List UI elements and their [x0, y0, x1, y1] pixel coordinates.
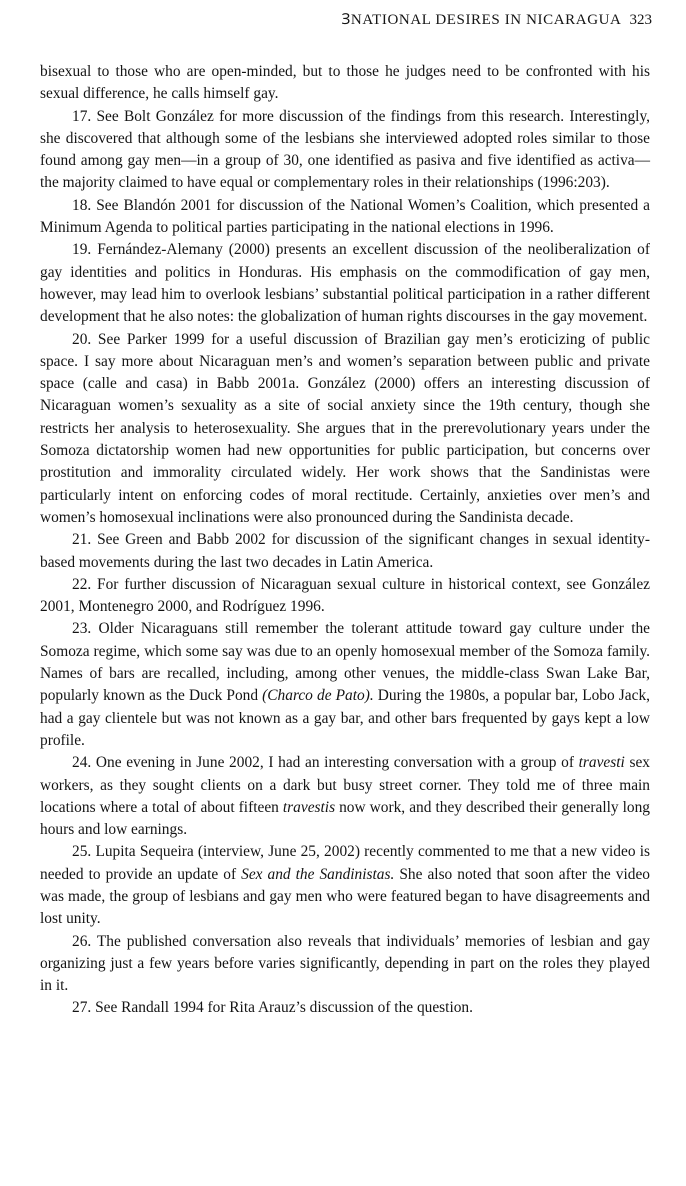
note-23-text: 23. Older Nicaraguans still remember the tolerant attitude toward gay culture under the Somoza regime, which some say was due to an openly homosexual member of the Somoza family. Names of bars are recalled, including, among other venues, the middle-class Swan Lake Bar, popularly known as the Duck Pond — [40, 620, 650, 705]
note-24-italic: travesti — [578, 754, 625, 772]
note-21: 21. See Green and Babb 2002 for discussion of the significant changes in sexual identity-based movements during the last two decades in Latin America. — [40, 531, 650, 571]
note-24-text: 24. One evening in June 2002, I had an interesting conversation with a group of — [72, 754, 579, 772]
endnotes-body — [40, 61, 650, 1020]
note-25 — [40, 841, 650, 930]
note-20: 20. See Parker 1999 for a useful discussion of Brazilian gay men’s eroticizing of public space. I say more about Nicaraguan men’s and women’s separation between public and private space (calle and casa) in Babb 2001a. González (2000) offers an interesting discussion of Nicaraguan women’s sexuality as a site of social anxiety since the 19th century, though she restricts her analysis to heterosexuality. She argues that in the prerevolutionary years under the Somoza dictatorship women had new opportunities for public participation, but concerns over prostitution and immorality circulated widely. Her work shows that the Sandinistas were particularly intent on enforcing codes of moral rectitude. Certainly, anxieties over men’s and women’s homosexual inclinations were also pronounced during the Sandinista decade. — [40, 330, 650, 526]
note-25-italic: Sex and the Sandinistas. — [241, 865, 395, 883]
note-23 — [40, 618, 650, 752]
note-24 — [40, 752, 650, 841]
note-19: 19. Fernández-Alemany (2000) presents an excellent discussion of the neoliberalization of gay identities and politics in Honduras. His emphasis on the commodification of gay men, however, may lead him to overlook lesbians’ substantial political participation in a rather different development that he also notes: the globalization of human rights discourses in the gay movement. — [40, 241, 650, 326]
note-26: 26. The published conversation also reveals that individuals’ memories of lesbian and gay organizing just a few years before varies significantly, depending in part on the roles they played in it. — [40, 932, 650, 995]
page-number: 323 — [629, 12, 652, 28]
note-23-italic: (Charco de Pato). — [262, 687, 374, 705]
note-24-text-end: now work, and they described their generally long hours and low earnings. — [40, 798, 650, 839]
note-25-text-end: She also noted that soon after the video was made, the group of lesbians and gay men who were featured began to have disagreements and lost unity. — [40, 865, 650, 928]
note-27: 27. See Randall 1994 for Rita Arauz’s discussion of the question. — [72, 999, 473, 1017]
running-title: ꞫNATIONAL DESIRES IN NICARAGUA — [341, 12, 622, 28]
note-24-text-mid: sex workers, as they sought clients on a dark but busy street corner. They told me of three main locations where a total of about fifteen — [40, 754, 650, 816]
note-17: 17. See Bolt González for more discussion of the findings from this research. Interestingly, she discovered that although some of the lesbians she interviewed adopted roles similar to those found among gay men—in a group of 30, one identified as pasiva and five identified as activa—the majority claimed to have equal or complementary roles in their relationships (1996:203). — [40, 107, 650, 192]
running-header — [341, 9, 652, 29]
note-22: 22. For further discussion of Nicaraguan sexual culture in historical context, see González 2001, Montenegro 2000, and Rodríguez 1996. — [40, 575, 650, 616]
note-25-text: 25. Lupita Sequeira (interview, June 25, 2002) recently commented to me that a new video is needed to provide an update of — [40, 843, 650, 883]
note-23-text-end: During the 1980s, a popular bar, Lobo Jack, had a gay clientele but was not known as a gay bar, and other bars frequented by gays kept a low profile. — [40, 687, 650, 749]
note-24-italic-2: travestis — [282, 798, 336, 816]
note-18: 18. See Blandón 2001 for discussion of the National Women’s Coalition, which presented a Minimum Agenda to political parties participating in the national elections in 1996. — [40, 196, 650, 237]
note-continuation: bisexual to those who are open-minded, but to those he judges need to be confronted with his sexual difference, he calls himself gay. — [40, 63, 650, 103]
